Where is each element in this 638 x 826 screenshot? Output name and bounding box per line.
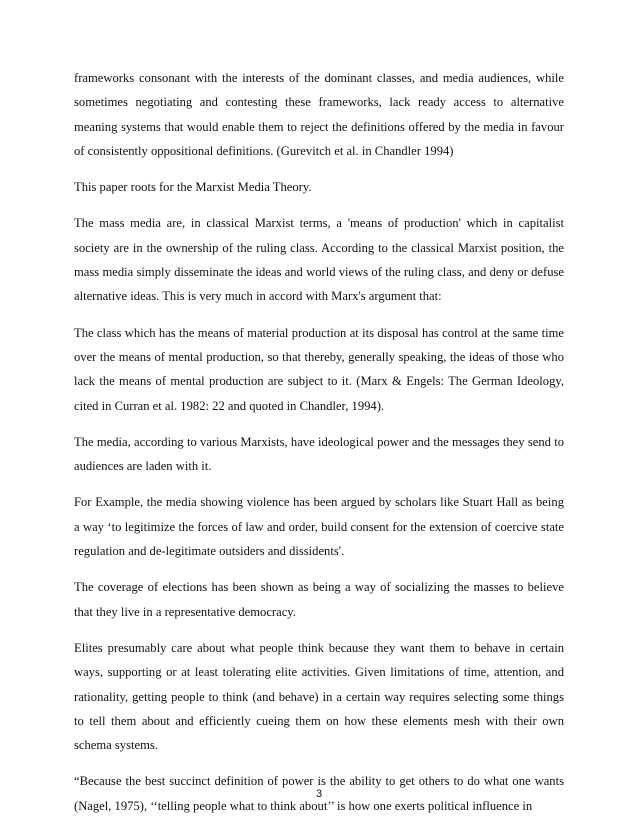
paragraph-thesis: This paper roots for the Marxist Media Theory. xyxy=(74,180,312,195)
page-body xyxy=(74,66,564,818)
paragraph-quotation-marx: The class which has the means of material production at its disposal has control at the same time over the means of mental production, so that thereby, generally speaking, the ideas of those who lack the means of mental production are subject to it. (Marx & Engels: The German Ideology, cited in Curran et al. 1982: 22 and quoted in Chandler, 1994). xyxy=(74,325,564,413)
paragraph-elites: Elites presumably care about what people think because they want them to behave in certain ways, supporting or at least tolerating elite activities. Given limitations of time, attention, and rationality, getting people to think (and behave) in a certain way requires selecting some things to tell them about and efficiently cueing them on how these elements mesh with their own schema systems. xyxy=(74,640,564,753)
page-number: 3 xyxy=(315,788,323,800)
paragraph-violence-example: For Example, the media showing violence has been argued by scholars like Stuart Hall as being a way ‘to legitimize the forces of law and order, build consent for the extension of coercive state regulation and de-legitimate outsiders and dissidents'. xyxy=(74,495,564,559)
paragraph-mass-media: The mass media are, in classical Marxist terms, a 'means of production' which in capitalist society are in the ownership of the ruling class. According to the classical Marxist position, the mass media simply disseminate the ideas and world views of the ruling class, and deny or defuse alternative ideas. This is very much in accord with Marx's argument that: xyxy=(74,216,564,304)
paragraph-power-definition: “Because the best succinct definition of power is the ability to get others to do what one wants (Nagel, 1975), ‘‘telling people what to think about’’ is how one exerts political influence in xyxy=(74,774,564,813)
paragraph-elections: The coverage of elections has been shown as being a way of socializing the masses to believe that they live in a representative democracy. xyxy=(74,580,564,619)
paragraph-frameworks: frameworks consonant with the interests of the dominant classes, and media audiences, while sometimes negotiating and contesting these frameworks, lack ready access to alternative meaning systems that would enable them to reject the definitions offered by the media in favour of consistently oppositional definitions. (Gurevitch et al. in Chandler 1994) xyxy=(74,71,564,158)
paragraph-ideological-power: The media, according to various Marxists, have ideological power and the messages they send to audiences are laden with it. xyxy=(74,434,564,474)
